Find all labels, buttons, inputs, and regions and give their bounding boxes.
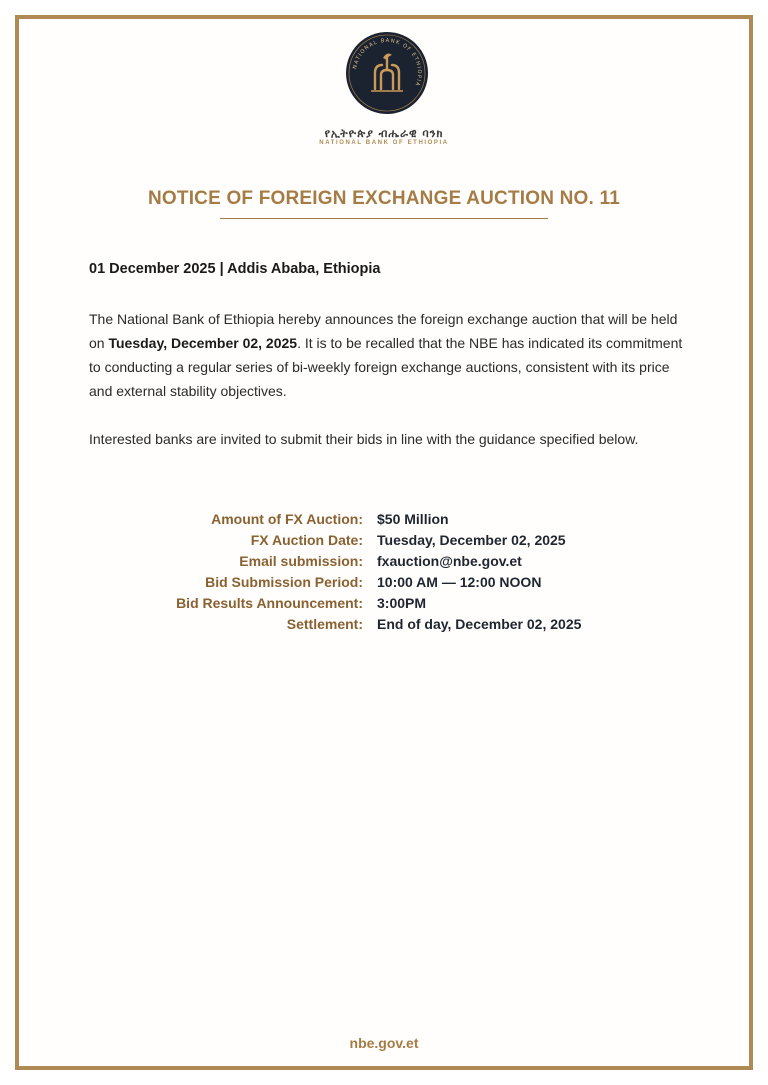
detail-value: Tuesday, December 02, 2025 (377, 531, 566, 548)
detail-value: End of day, December 02, 2025 (377, 615, 582, 632)
detail-value: 10:00 AM — 12:00 NOON (377, 573, 542, 590)
detail-row-settlement (89, 613, 689, 634)
detail-row-amount (89, 508, 689, 529)
detail-row-period (89, 571, 689, 592)
intro-paragraph (89, 307, 689, 403)
dateline: 01 December 2025 | Addis Ababa, Ethiopia (89, 261, 381, 277)
detail-row-results (89, 592, 689, 613)
notice-title: NOTICE OF FOREIGN EXCHANGE AUCTION NO. 11 (148, 188, 620, 209)
intro-text-start: The National Bank of Ethiopia hereby announces the foreign exchange auction that will be held on (89, 311, 678, 351)
detail-label: Email submission: (239, 552, 363, 569)
detail-label: FX Auction Date: (250, 531, 363, 548)
bank-name-english: NATIONAL BANK OF ETHIOPIA (319, 140, 449, 146)
svg-text:NATIONAL BANK OF ETHIOPIA: NATIONAL BANK OF ETHIOPIA (352, 37, 423, 88)
detail-label: Bid Submission Period: (205, 573, 363, 590)
detail-label: Settlement: (286, 615, 363, 632)
invitation-paragraph: Interested banks are invited to submit their bids in line with the guidance specified below. (89, 431, 639, 447)
auction-details (89, 508, 689, 634)
bank-name-amharic: የኢትዮጵያ ብሔራዊ ባንክ (324, 127, 444, 140)
auction-date-bold: Tuesday, December 02, 2025 (108, 335, 298, 351)
detail-row-date (89, 529, 689, 550)
title-underline (220, 218, 548, 219)
nbe-seal-logo (345, 31, 429, 115)
detail-row-email (89, 550, 689, 571)
email-link[interactable]: fxauction@nbe.gov.et (377, 552, 522, 569)
website-link[interactable]: nbe.gov.et (349, 1035, 419, 1051)
detail-label: Bid Results Announcement: (176, 594, 363, 611)
detail-value: $50 Million (377, 510, 449, 527)
detail-label: Amount of FX Auction: (211, 510, 363, 527)
intro-text-end: . It is to be recalled that the NBE has indicated its commitment to conducting a regular series of bi-weekly foreign exchange auctions, consistent with its price and external stability objectives. (89, 335, 683, 399)
detail-value: 3:00PM (377, 594, 427, 611)
